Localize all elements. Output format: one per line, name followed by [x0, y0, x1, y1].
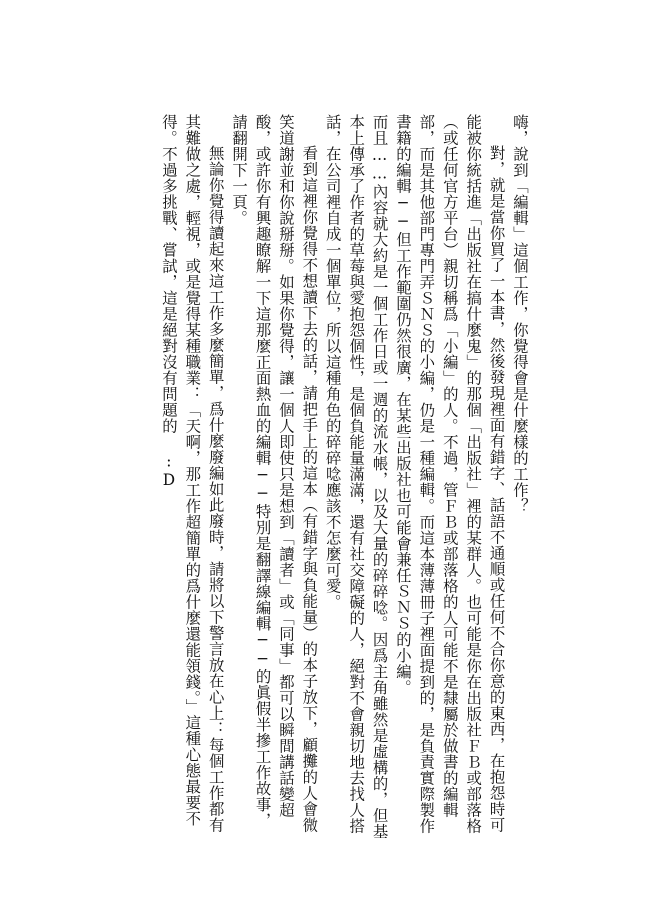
- paragraph-editor-definition: 對，就是當你買了一本書，然後發現裡面有錯字、話語不通順或任何不合你意的東西，在抱怨時可能被你統括進「出版社在搞什麼鬼」的那個「出版社」裡的某群人。也可能是你在出版社ＦＢ或部落格（或任何官方平台）親切稱爲「小編」的人。不過，管ＦＢ或部落格的人可能不是隸屬於做書的編輯部，而是其他部門專門弄ＳＮＳ的小編，仍是一種編輯。而這本薄薄冊子裡面提到的，是負責實際製作書籍的編輯──但工作範圍仍然很廣，在某些出版社也可能會兼任ＳＮＳ的小編。: [393, 114, 506, 834]
- paragraph-closing-advice: 無論你覺得讀起來這工作多麼簡單，爲什麼廢編如此廢時，請將以下警言放在心上：每個工作都有其難做之處，輕視，或是覺得某種職業：「天啊，那工作超簡單的爲什麼還能領錢。」這種心態最要不得。不過多挑戰、嘗試，這是絕對沒有問題的 :D: [159, 114, 225, 833]
- paragraph-reader-invitation: 看到這裡你覺得不想讀下去的話，請把手上的這本（有錯字與負能量）的本子放下，顧攤的人會微笑道謝並和你說掰掰。如果你覺得，讓一個人即使只是想到「讀者」或「同事」都可以瞬間講話變超酸，或許你有興趣瞭解一下這那麼正面熱血的編輯──特別是翻譯線編輯──的眞假半摻工作故事，請翻開下一頁。: [230, 114, 319, 833]
- paragraph-opening-question: 嗨，說到「編輯」這個工作，你覺得會是什麼樣的工作？: [511, 114, 529, 514]
- paragraph-content-description: 而且……內容就大約是一個工作日或一週的流水帳，以及大量的碎碎唸。因爲主角雖然是虛構的，但基本上傳承了作者的草莓與愛抱怨個性，是個負能量滿滿，還有社交障礙的人，絕對不會親切地去找人搭話，在公司裡自成一個單位，所以這種角色的碎碎唸應該不怎麼可愛。: [323, 114, 389, 840]
- vertical-text-body: [111, 114, 531, 844]
